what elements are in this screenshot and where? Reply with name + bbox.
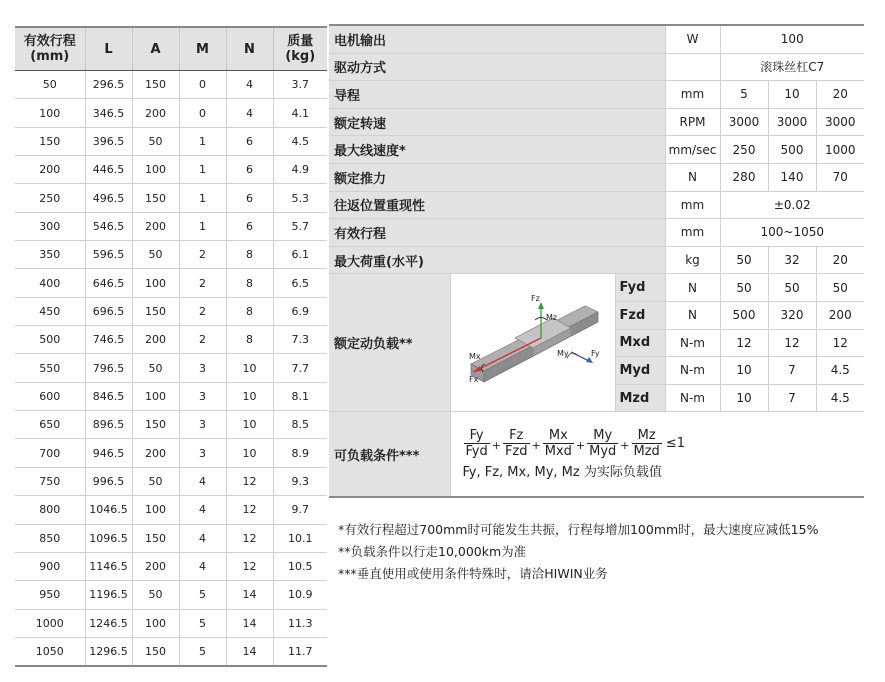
footnotes [338,519,818,585]
row-max-load [329,246,864,274]
cell-stroke: 750 [15,467,85,495]
max-speed-label: 最大线速度* [329,136,665,164]
row-motor-output [329,25,864,53]
drive-value: 滚珠丝杠C7 [720,53,864,81]
cell-m: 1 [179,184,226,212]
motor-output-value: 100 [720,25,864,53]
table-row [15,326,327,354]
table-row [15,99,327,127]
fz-text: Fz [530,294,540,304]
le-one: ≤1 [665,436,685,452]
rated-speed-label: 额定转速 [329,108,665,136]
cell-m: 2 [179,297,226,325]
fyd-value-2: 50 [768,274,816,302]
header-mass-line2: (kg) [285,49,316,64]
load-condition-note: Fy, Fz, Mx, My, Mz 为实际负载值 [462,465,662,481]
col-header-mass [273,27,327,71]
frac-mx-den: Mxd [544,444,572,460]
rated-speed-value-2: 3000 [768,108,816,136]
footnote-3: ***垂直使用或使用条件特殊时，请洽HIWIN业务 [338,566,608,581]
cell-n: 12 [226,496,273,524]
cell-l: 1046.5 [85,496,132,524]
rated-thrust-value-2: 140 [768,163,816,191]
plus-sign: + [491,439,501,453]
table-row [15,127,327,155]
row-load-condition [329,412,864,498]
max-speed-unit: mm/sec [665,136,720,164]
table-row [15,609,327,637]
cell-stroke: 500 [15,326,85,354]
cell-a: 150 [132,524,179,552]
myd-value-1: 10 [720,357,768,385]
cell-a: 100 [132,382,179,410]
row-drive [329,53,864,81]
load-condition-cell [450,412,864,498]
frac-mx [543,428,574,459]
mxd-unit: N-m [665,329,720,357]
cell-mass: 6.9 [273,297,327,325]
repeatability-value: ±0.02 [720,191,864,219]
cell-a: 150 [132,411,179,439]
stroke-spec-table [15,26,327,667]
table-row [15,581,327,609]
frac-fy [464,428,490,459]
table-row [15,71,327,99]
max-speed-value-3: 1000 [816,136,864,164]
cell-mass: 9.3 [273,467,327,495]
cell-mass: 8.5 [273,411,327,439]
cell-m: 0 [179,99,226,127]
frac-fz-den: Fzd [504,444,528,460]
cell-stroke: 700 [15,439,85,467]
table-row [15,382,327,410]
table-row [15,212,327,240]
cell-stroke: 900 [15,552,85,580]
fyd-value-3: 50 [816,274,864,302]
cell-n: 8 [226,297,273,325]
table-row [15,269,327,297]
cell-l: 1296.5 [85,637,132,666]
cell-mass: 4.1 [273,99,327,127]
cell-stroke: 300 [15,212,85,240]
frac-fy-num: Fy [469,428,484,444]
mzd-unit: N-m [665,384,720,412]
cell-stroke: 800 [15,496,85,524]
cell-l: 1096.5 [85,524,132,552]
table-row [15,156,327,184]
cell-l: 546.5 [85,212,132,240]
cell-mass: 6.1 [273,241,327,269]
cell-stroke: 450 [15,297,85,325]
motor-output-label: 电机输出 [329,25,665,53]
frac-mx-num: Mx [548,428,568,444]
cell-n: 14 [226,581,273,609]
cell-l: 796.5 [85,354,132,382]
mzd-label: Mzd [615,384,665,412]
cell-n: 12 [226,552,273,580]
cell-l: 646.5 [85,269,132,297]
cell-m: 1 [179,212,226,240]
table-body [15,71,327,667]
cell-a: 150 [132,184,179,212]
fyd-value-1: 50 [720,274,768,302]
cell-mass: 11.3 [273,609,327,637]
cell-m: 1 [179,156,226,184]
cell-mass: 8.9 [273,439,327,467]
cell-n: 8 [226,269,273,297]
cell-l: 396.5 [85,127,132,155]
cell-n: 4 [226,71,273,99]
max-load-value-2: 32 [768,246,816,274]
cell-stroke: 200 [15,156,85,184]
fx-text: Fx [468,375,478,385]
fzd-label: Fzd [615,301,665,329]
cell-a: 100 [132,269,179,297]
col-header-a: A [132,27,179,71]
mzd-value-3: 4.5 [816,384,864,412]
cell-mass: 10.1 [273,524,327,552]
cell-l: 1196.5 [85,581,132,609]
stroke-value: 100~1050 [720,219,864,247]
cell-mass: 4.5 [273,127,327,155]
cell-stroke: 850 [15,524,85,552]
cell-a: 200 [132,552,179,580]
cell-l: 346.5 [85,99,132,127]
table-row [15,637,327,666]
fzd-value-3: 200 [816,301,864,329]
motor-spec-table [329,24,864,498]
cell-l: 746.5 [85,326,132,354]
repeatability-label: 往返位置重现性 [329,191,665,219]
cell-mass: 9.7 [273,496,327,524]
frac-fz [503,428,530,459]
lead-unit: mm [665,81,720,109]
fz-arrowhead [538,302,544,309]
table-row [15,184,327,212]
myd-value-2: 7 [768,357,816,385]
cell-n: 6 [226,127,273,155]
row-rated-speed [329,108,864,136]
cell-mass: 8.1 [273,382,327,410]
cell-l: 896.5 [85,411,132,439]
max-load-value-3: 20 [816,246,864,274]
cell-n: 14 [226,609,273,637]
table-row [15,411,327,439]
cell-stroke: 1000 [15,609,85,637]
fyd-label: Fyd [615,274,665,302]
cell-mass: 7.3 [273,326,327,354]
stroke-label: 有效行程 [329,219,665,247]
cell-l: 696.5 [85,297,132,325]
fyd-unit: N [665,274,720,302]
footnote-1: *有效行程超过700mm时可能发生共振，行程每增加100mm时，最大速度应减低15% [338,522,819,537]
cell-l: 1146.5 [85,552,132,580]
cell-n: 6 [226,184,273,212]
cell-stroke: 950 [15,581,85,609]
fzd-value-2: 320 [768,301,816,329]
cell-a: 50 [132,354,179,382]
rated-speed-value-3: 3000 [816,108,864,136]
cell-stroke: 600 [15,382,85,410]
mx-text: Mx [468,352,481,362]
cell-stroke: 50 [15,71,85,99]
cell-a: 100 [132,496,179,524]
mxd-value-3: 12 [816,329,864,357]
col-header-l: L [85,27,132,71]
cell-stroke: 650 [15,411,85,439]
row-max-speed [329,136,864,164]
table-row [15,439,327,467]
table-row [15,354,327,382]
rated-thrust-value-1: 280 [720,163,768,191]
cell-stroke: 100 [15,99,85,127]
cell-m: 3 [179,411,226,439]
cell-m: 1 [179,127,226,155]
dynamic-load-diagram [450,274,615,412]
cell-l: 496.5 [85,184,132,212]
rated-speed-value-1: 3000 [720,108,768,136]
cell-m: 3 [179,439,226,467]
col-header-stroke [15,27,85,71]
cell-a: 150 [132,637,179,666]
motor-output-unit: W [665,25,720,53]
table-row [15,496,327,524]
frac-my-den: Myd [589,444,617,460]
cell-n: 4 [226,99,273,127]
mxd-label: Mxd [615,329,665,357]
row-rated-thrust [329,163,864,191]
myd-label: Myd [615,357,665,385]
cell-m: 4 [179,467,226,495]
header-stroke-line1: 有效行程 [23,34,76,49]
actuator-diagram [453,276,613,406]
max-load-unit: kg [665,246,720,274]
cell-n: 10 [226,411,273,439]
row-stroke [329,219,864,247]
cell-m: 2 [179,241,226,269]
plus-sign: + [575,439,586,453]
cell-a: 50 [132,127,179,155]
cell-n: 10 [226,354,273,382]
frac-mz [632,428,662,459]
table-row [15,552,327,580]
cell-a: 200 [132,326,179,354]
mzd-value-1: 10 [720,384,768,412]
cell-m: 5 [179,637,226,666]
cell-mass: 5.3 [273,184,327,212]
frac-my [587,428,618,459]
cell-stroke: 550 [15,354,85,382]
cell-stroke: 350 [15,241,85,269]
mz-text: Mz [545,313,557,323]
cell-a: 50 [132,241,179,269]
row-lead [329,81,864,109]
cell-a: 100 [132,609,179,637]
cell-m: 4 [179,552,226,580]
cell-mass: 10.9 [273,581,327,609]
max-speed-value-2: 500 [768,136,816,164]
row-repeatability [329,191,864,219]
header-stroke-line2: (mm) [30,49,70,64]
stroke-unit: mm [665,219,720,247]
cell-m: 4 [179,496,226,524]
max-speed-value-1: 250 [720,136,768,164]
cell-a: 150 [132,71,179,99]
frac-fz-num: Fz [509,428,524,444]
mxd-value-1: 12 [720,329,768,357]
fzd-value-1: 500 [720,301,768,329]
cell-n: 10 [226,382,273,410]
row-fyd [329,274,864,302]
cell-n: 6 [226,156,273,184]
cell-m: 4 [179,524,226,552]
table-row [15,297,327,325]
cell-m: 3 [179,354,226,382]
cell-a: 200 [132,212,179,240]
my-text: My [556,349,569,359]
col-header-m: M [179,27,226,71]
footnote-2: **负载条件以行走10,000km为准 [338,544,527,559]
fzd-unit: N [665,301,720,329]
cell-n: 12 [226,467,273,495]
myd-unit: N-m [665,357,720,385]
cell-l: 846.5 [85,382,132,410]
col-header-n: N [226,27,273,71]
cell-m: 5 [179,609,226,637]
cell-l: 596.5 [85,241,132,269]
rated-speed-unit: RPM [665,108,720,136]
cell-stroke: 250 [15,184,85,212]
cell-a: 50 [132,467,179,495]
rated-thrust-label: 额定推力 [329,163,665,191]
cell-l: 446.5 [85,156,132,184]
cell-n: 12 [226,524,273,552]
cell-n: 10 [226,439,273,467]
cell-mass: 6.5 [273,269,327,297]
table-row [15,241,327,269]
cell-l: 996.5 [85,467,132,495]
lead-label: 导程 [329,81,665,109]
header-mass-line1: 质量 [287,34,314,49]
plus-sign: + [620,439,630,453]
cell-stroke: 1050 [15,637,85,666]
cell-n: 8 [226,326,273,354]
frac-my-num: My [593,428,613,444]
mzd-value-2: 7 [768,384,816,412]
cell-mass: 4.9 [273,156,327,184]
drive-unit [665,53,720,81]
cell-m: 5 [179,581,226,609]
plus-sign: + [531,439,541,453]
max-load-value-1: 50 [720,246,768,274]
table-header-row [15,27,327,71]
rated-thrust-unit: N [665,163,720,191]
cell-mass: 3.7 [273,71,327,99]
table-row [15,524,327,552]
lead-value-2: 10 [768,81,816,109]
frac-fy-den: Fyd [465,444,488,460]
load-condition-formula [463,428,865,459]
cell-n: 6 [226,212,273,240]
rated-thrust-value-3: 70 [816,163,864,191]
cell-l: 946.5 [85,439,132,467]
cell-a: 200 [132,439,179,467]
cell-m: 3 [179,382,226,410]
table-row [15,467,327,495]
cell-mass: 5.7 [273,212,327,240]
cell-m: 0 [179,71,226,99]
frac-mz-num: Mz [637,428,656,444]
frac-mz-den: Mzd [633,444,660,460]
cell-n: 14 [226,637,273,666]
drive-label: 驱动方式 [329,53,665,81]
fy-text: Fy [590,349,600,359]
cell-l: 296.5 [85,71,132,99]
cell-a: 100 [132,156,179,184]
max-load-label: 最大荷重(水平) [329,246,665,274]
mxd-value-2: 12 [768,329,816,357]
cell-a: 50 [132,581,179,609]
repeatability-unit: mm [665,191,720,219]
cell-mass: 10.5 [273,552,327,580]
cell-mass: 7.7 [273,354,327,382]
cell-n: 8 [226,241,273,269]
cell-stroke: 150 [15,127,85,155]
load-condition-label: 可负载条件*** [329,412,450,498]
lead-value-1: 5 [720,81,768,109]
cell-a: 150 [132,297,179,325]
cell-m: 2 [179,269,226,297]
cell-stroke: 400 [15,269,85,297]
cell-l: 1246.5 [85,609,132,637]
cell-m: 2 [179,326,226,354]
dynamic-load-label: 额定动负载** [329,274,450,412]
lead-value-3: 20 [816,81,864,109]
cell-a: 200 [132,99,179,127]
cell-mass: 11.7 [273,637,327,666]
myd-value-3: 4.5 [816,357,864,385]
